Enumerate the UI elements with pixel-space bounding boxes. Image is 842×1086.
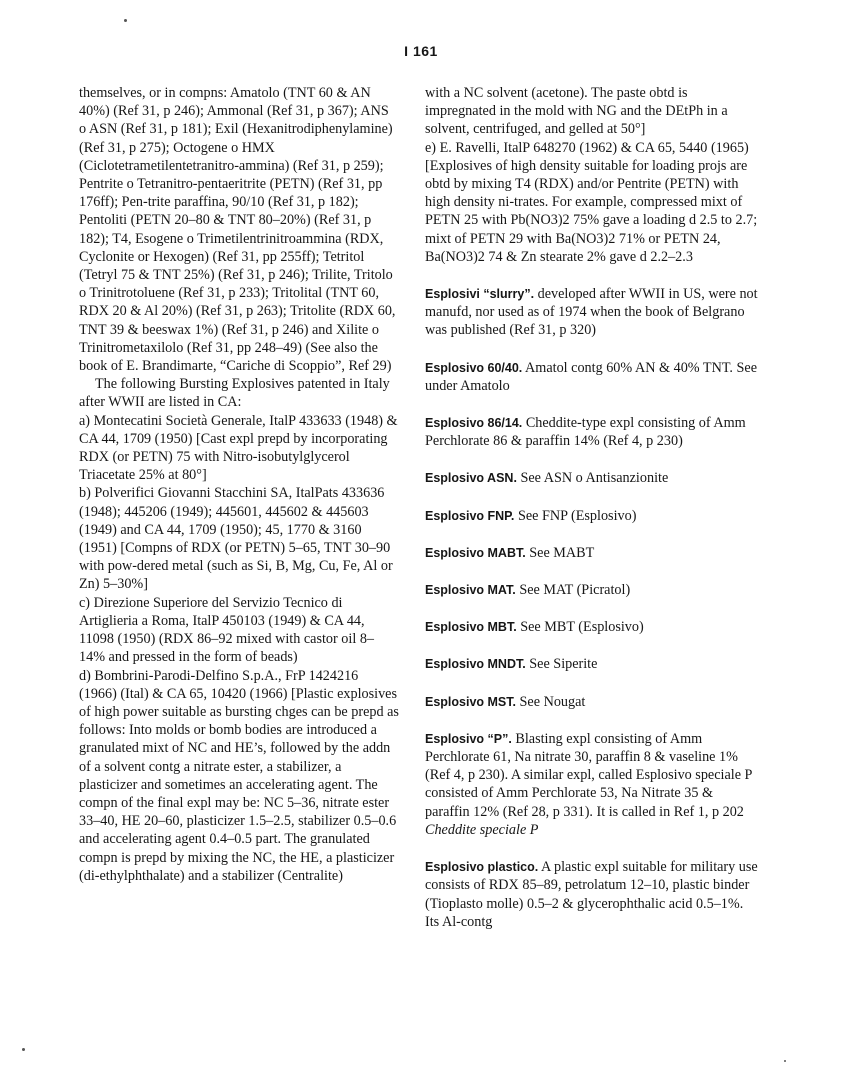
paragraph-patents-intro: The following Bursting Explosives patented in Italy after WWII are listed in CA: — [79, 376, 390, 411]
entry-tail-italic: Cheddite speciale P — [425, 821, 539, 838]
entry-heading: Esplosivo 60/40. — [425, 360, 523, 375]
entry-heading: Esplosivo plastico. — [425, 860, 539, 875]
entry-heading: Esplosivo 86/14. — [425, 416, 523, 431]
entry-mndt — [425, 655, 760, 673]
scan-speck — [22, 1048, 25, 1051]
patent-item-c: c) Direzione Superiore del Servizio Tecnico di Artiglieria a Roma, ItalP 450103 (1949) & CA 44, 11098 (1950) (RDX 86–92 mixed with castor oil 8–14% and pressed in the form of beads) — [79, 594, 375, 666]
entry-86-14 — [425, 414, 760, 450]
entry-text: See MBT (Esplosivo) — [520, 619, 644, 636]
entry-heading: Esplosivo MBT. — [425, 620, 517, 635]
entry-mabt — [425, 544, 760, 562]
entry-text: See MABT — [529, 544, 595, 561]
entry-heading: Esplosivo MABT. — [425, 545, 526, 560]
entry-heading: Esplosivi “slurry”. — [425, 287, 535, 302]
patent-item-a: a) Montecatini Società Generale, ItalP 433633 (1948) & CA 44, 1709 (1950) [Cast expl prepd by incorporating RDX (or PETN) 75 with Nitro-isobutylglycerol Triacetate 25% at 80°] — [79, 412, 398, 484]
entry-text: See MAT (Picratol) — [519, 582, 631, 599]
left-column — [79, 84, 399, 885]
entry-p — [425, 730, 760, 839]
scan-speck — [124, 19, 127, 22]
entry-text: Blasting expl consisting of Amm Perchlorate 61, Na nitrate 30, paraffin 8 & vaseline 1% (Ref 4, p 230). A similar expl, called Esplosivo speciale P consisted of Amm Perchlorate 53, Na Nitrate 35 & paraffin 12% (Ref 28, p 331). It is called in Ref 1, p 202 — [425, 730, 752, 820]
entry-heading: Esplosivo ASN. — [425, 471, 517, 486]
patent-item-e: e) E. Ravelli, ItalP 648270 (1962) & CA 65, 5440 (1965) [Explosives of high density suitable for loading projs are obtd by mixing T4 (RDX) and/or Pentrite (PETN) with high density ni-trates. For example, compressed mixt of PETN 25 with Pb(NO3)2 75% gave a loading d 2.5 to 2.7; mixt of PETN 29 with Ba(NO3)2 71% or PETN 24, Ba(NO3)2 74 & Zn stearate 2% gave d 2.2–2.3 — [425, 139, 758, 265]
entry-60-40 — [425, 359, 760, 395]
entry-asn — [425, 469, 760, 487]
entry-text: Cheddite-type expl consisting of Amm Perchlorate 86 & paraffin 14% (Ref 4, p 230) — [425, 415, 746, 450]
patent-item-b: b) Polverifici Giovanni Stacchini SA, ItalPats 433636 (1948); 445206 (1949); 445601, 445602 & 445603 (1949) and CA 44, 1709 (1950); 45, 1770 & 3160 (1951) [Compns of RDX (or PETN) 5–65, TNT 30–90 with pow-dered metal (such as Si, B, Mg, Cu, Fe, Al or Zn) 5–30%] — [79, 485, 393, 593]
entry-text: See ASN o Antisanzionite — [520, 470, 669, 487]
entry-mst — [425, 693, 760, 711]
entry-mat — [425, 581, 760, 599]
entry-text: Amatol contg 60% AN & 40% TNT. See under Amatolo — [425, 359, 758, 394]
entry-heading: Esplosivo MAT. — [425, 583, 516, 598]
entry-heading: Esplosivo “P”. — [425, 731, 512, 746]
entry-text: A plastic expl suitable for military use consists of RDX 85–89, petrolatum 12–10, plastic binder (Tioplasto molle) 0.5–2 & glycerophthalic acid 0.5–1%. Its Al-contg — [425, 859, 758, 930]
continued-text: with a NC solvent (acetone). The paste obtd is impregnated in the mold with NG and the DEtPh in a solvent, centrifuged, and gelled at 50°] — [425, 85, 728, 138]
entry-text: See FNP (Esplosivo) — [517, 507, 637, 524]
entry-plastico — [425, 858, 760, 931]
entry-heading: Esplosivo MNDT. — [425, 657, 526, 672]
entry-text: See Siperite — [529, 656, 598, 673]
patent-item-d: d) Bombrini-Parodi-Delfino S.p.A., FrP 1424216 (1966) (Ital) & CA 65, 10420 (1966) [Plastic explosives of high power suitable as bursting chges can be prepd as follows: Into molds or bomb bodies are introduced a granulated mixt of NC and HE’s, followed by the addn of a solvent contg a nitrate ester, a stabilizer, a plasticizer and sometimes an accelerating agent. The compn of the final expl may be: NC 5–36, nitrate ester 33–40, HE 20–60, plasticizer 1.5–2.5, stabilizer 0.5–0.6 and accelerating agent 0.4–0.5 part. The granulated compn is prepd by mixing the NC, the HE, a plasticizer (di-ethylphthalate) and a stabilizer (Centralite) — [79, 667, 399, 884]
scan-speck — [784, 1060, 786, 1062]
entry-heading: Esplosivo MST. — [425, 694, 516, 709]
entry-heading: Esplosivo FNP. — [425, 508, 515, 523]
entry-text: developed after WWII in US, were not manufd, nor used as of 1974 when the book of Belgrano was published (Ref 31, p 320) — [425, 286, 758, 339]
entry-mbt — [425, 618, 760, 636]
right-column — [425, 84, 760, 931]
entry-text: See Nougat — [519, 693, 586, 710]
page-number: I 161 — [404, 43, 438, 59]
entry-fnp — [425, 507, 760, 525]
entry-slurry — [425, 285, 760, 340]
paragraph-compns: themselves, or in compns: Amatolo (TNT 60 & AN 40%) (Ref 31, p 246); Ammonal (Ref 31, p 367); ANS o ASN (Ref 31, p 181); Exil (Hexanitrodiphenylamine) (Ref 31, p 275); Octogene o HMX (Ciclotetrametilentetranitro-ammina) (Ref 31, p 259); Pentrite o Tetranitro-pentaeritrite (PETN) (Ref 31, pp 176ff); Pen-trite paraffina, 90/10 (Ref 31, p 182); Pentoliti (PETN 20–80 & TNT 80–20%) (Ref 31, p 182); T4, Esogene o Trimetilentrinitroammina (RDX, Cyclonite or Hexogen) (Ref 31, pp 255ff); Tetritol (Tetryl 75 & TNT 25%) (Ref 31, p 246); Trilite, Tritolo o Trinitrotoluene (Ref 31, p 233); Tritolital (TNT 60, RDX 20 & Al 20%) (Ref 31, p 263); Tritolite (RDX 60, TNT 39 & beeswax 1%) (Ref 31, p 246) and Xilite o Trinitrometaxilolo (Ref 31, pp 248–49) (See also the book of E. Brandimarte, “Cariche di Scoppio”, Ref 29) — [79, 85, 396, 375]
